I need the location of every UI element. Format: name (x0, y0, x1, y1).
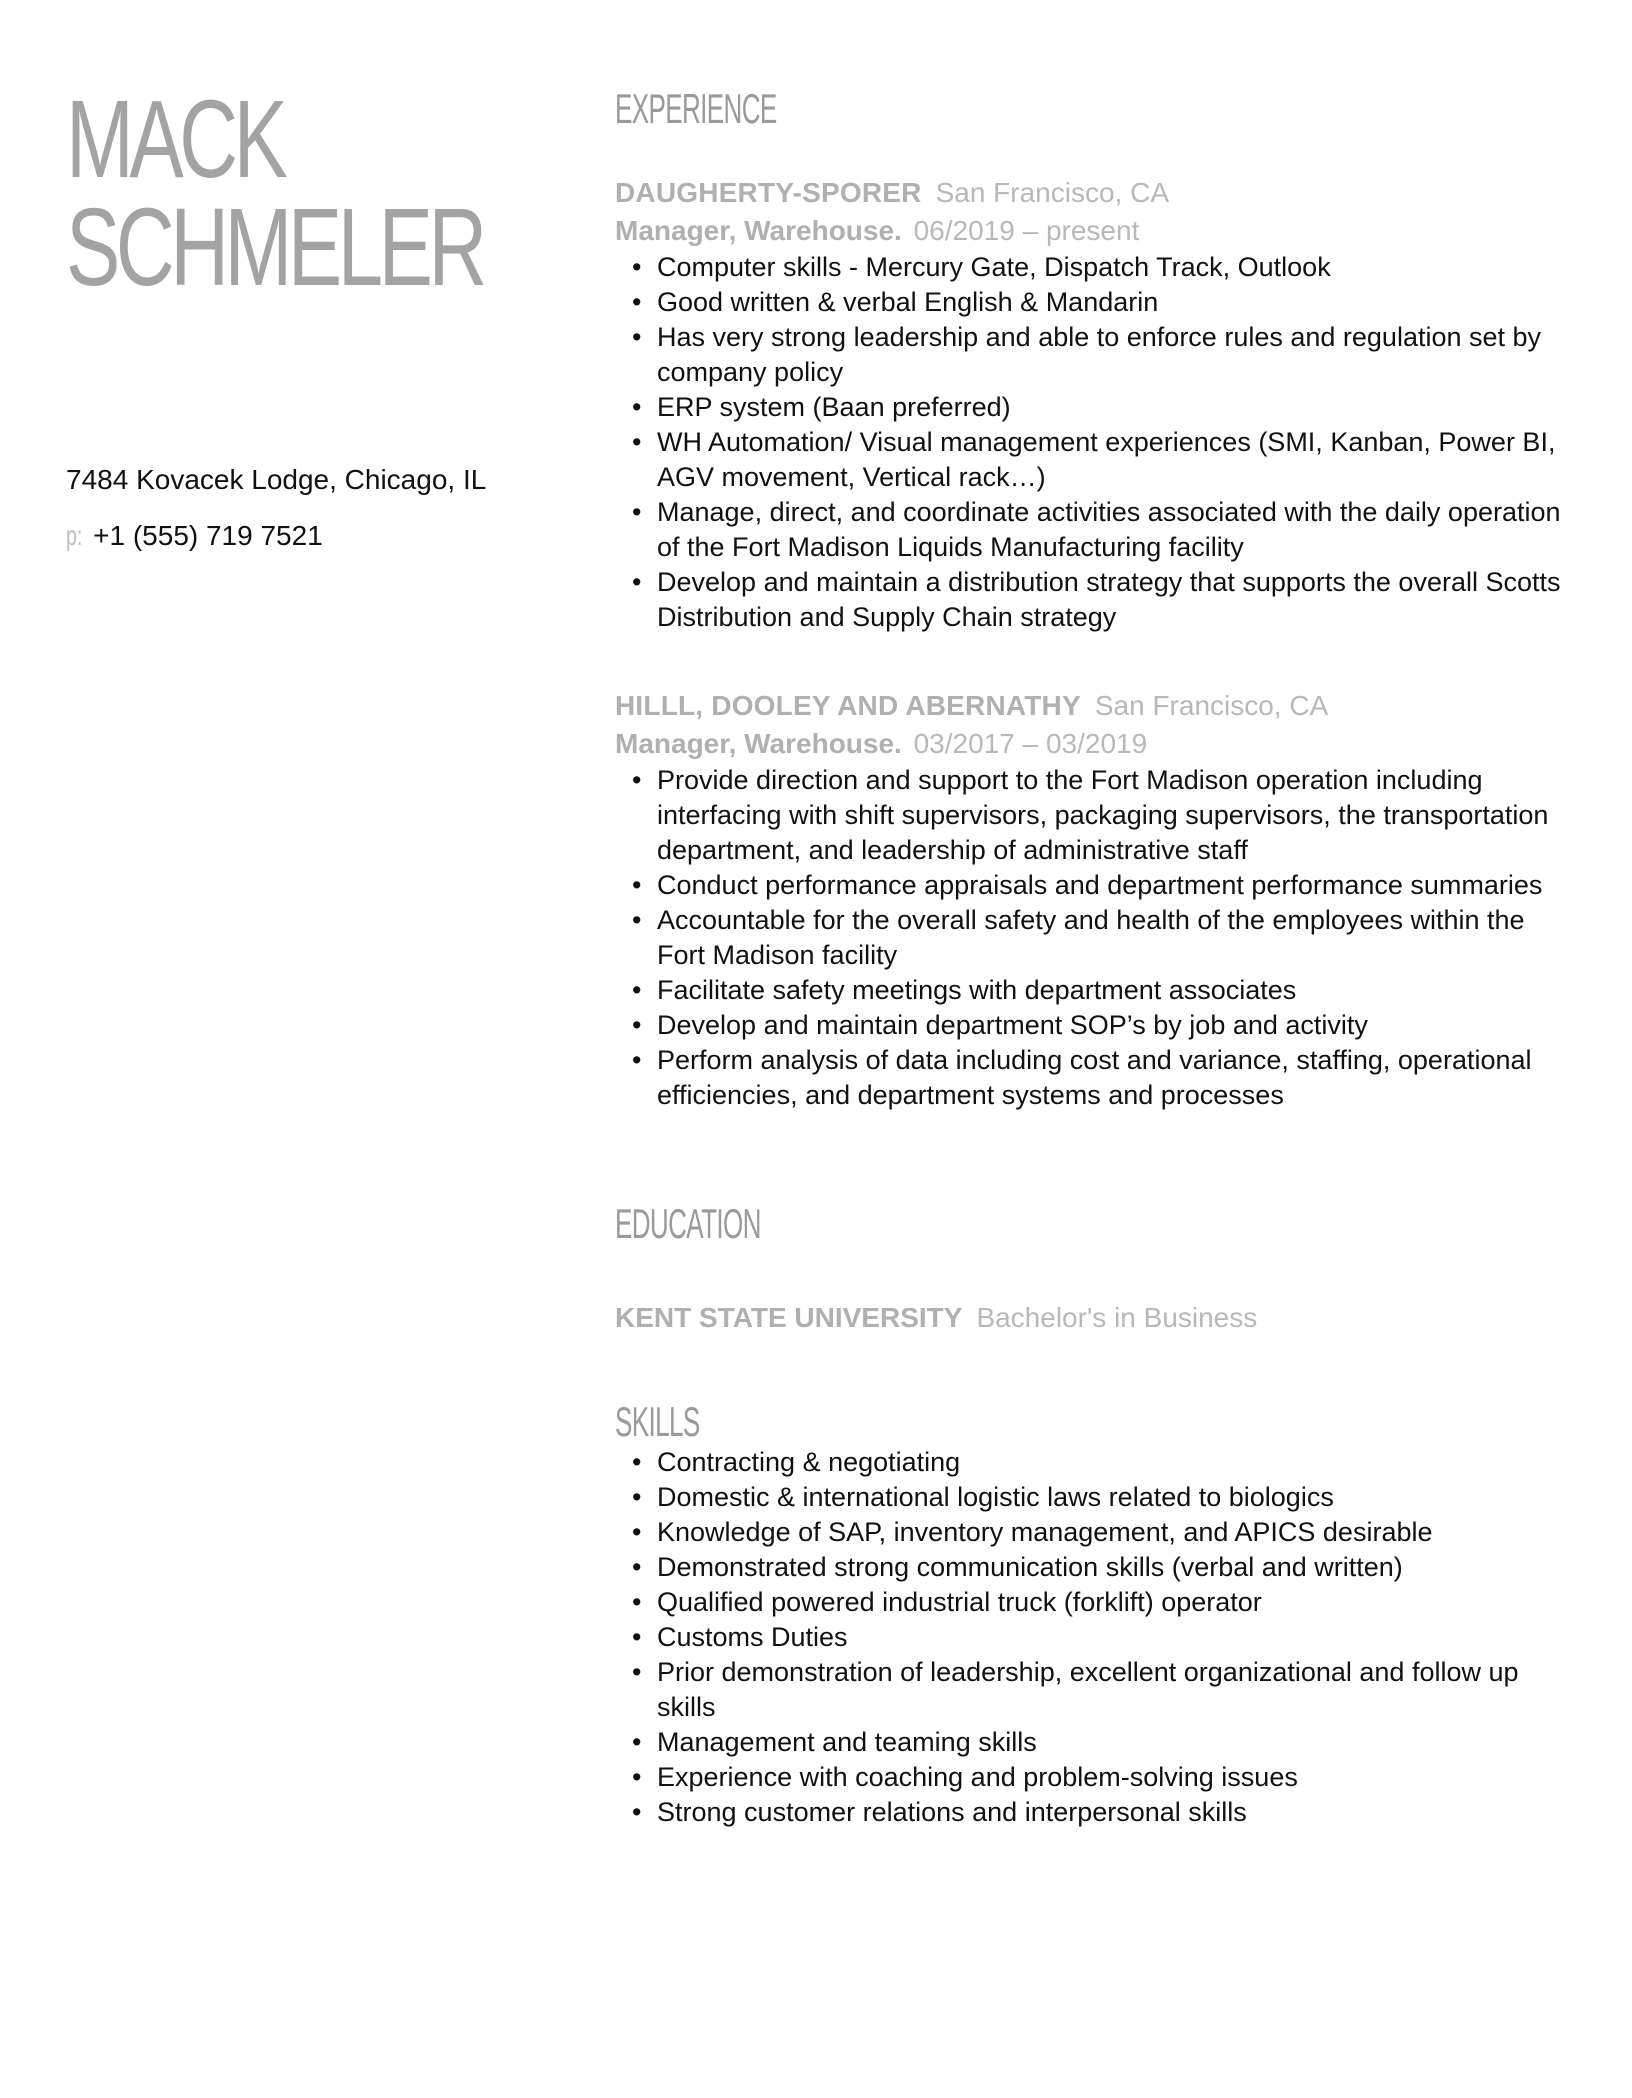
job-role-row (615, 725, 1575, 763)
list-item: • Knowledge of SAP, inventory management, and APICS desirable (657, 1515, 1575, 1550)
address: 7484 Kovacek Lodge, Chicago, IL (66, 464, 487, 495)
list-item: • ERP system (Baan preferred) (657, 390, 1575, 425)
job-location: San Francisco, CA (935, 177, 1169, 208)
list-item: • Qualified powered industrial truck (forklift) operator (657, 1585, 1575, 1620)
list-item: • Computer skills - Mercury Gate, Dispatch Track, Outlook (657, 250, 1575, 285)
job-entry (615, 687, 1575, 1113)
list-item: • Manage, direct, and coordinate activities associated with the daily operation of the Fort Madison Liquids Manufacturing facility (657, 495, 1575, 565)
job-role: Manager, Warehouse. (615, 728, 902, 759)
list-item: • Management and teaming skills (657, 1725, 1575, 1760)
job-header (615, 687, 1575, 725)
skills-heading: SKILLS (615, 1398, 700, 1445)
list-item: • Prior demonstration of leadership, excellent organizational and follow up skills (657, 1655, 1575, 1725)
job-location: San Francisco, CA (1094, 690, 1329, 721)
list-item: • Good written & verbal English & Mandarin (657, 285, 1575, 320)
education-entry (615, 1299, 1575, 1337)
list-item: • Provide direction and support to the Fort Madison operation including interfacing with shift supervisors, packaging supervisors, the transportation department, and leadership of administrative staff (657, 763, 1575, 868)
list-item: • Facilitate safety meetings with department associates (657, 973, 1575, 1008)
job-entry (615, 174, 1575, 635)
list-item: • Strong customer relations and interpersonal skills (657, 1795, 1575, 1830)
degree: Bachelor's in Business (976, 1302, 1258, 1333)
job-header (615, 174, 1575, 212)
phone-row (66, 516, 486, 556)
list-item: • Demonstrated strong communication skills (verbal and written) (657, 1550, 1575, 1585)
job-role: Manager, Warehouse. (615, 215, 902, 246)
education-heading: EDUCATION (615, 1200, 761, 1247)
job-dates: 03/2017 – 03/2019 (913, 728, 1148, 759)
list-item: • Perform analysis of data including cost and variance, staffing, operational efficiencies, and department systems and processes (657, 1043, 1575, 1113)
list-item: • Conduct performance appraisals and department performance summaries (657, 868, 1575, 903)
contact-block (66, 460, 486, 556)
list-item: • Experience with coaching and problem-solving issues (657, 1760, 1575, 1795)
school-name: KENT STATE UNIVERSITY (615, 1302, 963, 1333)
list-item: • Customs Duties (657, 1620, 1575, 1655)
list-item: • Accountable for the overall safety and health of the employees within the Fort Madison facility (657, 903, 1575, 973)
company-name: DAUGHERTY-SPORER (615, 177, 922, 208)
list-item: • Develop and maintain a distribution strategy that supports the overall Scotts Distribution and Supply Chain strategy (657, 565, 1575, 635)
list-item: • WH Automation/ Visual management experiences (SMI, Kanban, Power BI, AGV movement, Vertical rack…) (657, 425, 1575, 495)
job-bullets (615, 250, 1575, 635)
job-dates: 06/2019 – present (913, 215, 1140, 246)
name-block (66, 78, 546, 309)
last-name: SCHMELER (66, 186, 483, 309)
company-name: HILLL, DOOLEY AND ABERNATHY (615, 690, 1081, 721)
main-column (615, 86, 1575, 1830)
phone-label: p: (66, 520, 83, 551)
list-item: • Develop and maintain department SOP’s by job and activity (657, 1008, 1575, 1043)
job-bullets (615, 763, 1575, 1113)
list-item: • Has very strong leadership and able to enforce rules and regulation set by company policy (657, 320, 1575, 390)
experience-heading: EXPERIENCE (615, 85, 777, 132)
job-role-row (615, 212, 1575, 250)
first-name: MACK (66, 78, 284, 201)
skills-list (615, 1445, 1575, 1830)
list-item: • Domestic & international logistic laws related to biologics (657, 1480, 1575, 1515)
phone-number: +1 (555) 719 7521 (93, 520, 323, 551)
list-item: • Contracting & negotiating (657, 1445, 1575, 1480)
